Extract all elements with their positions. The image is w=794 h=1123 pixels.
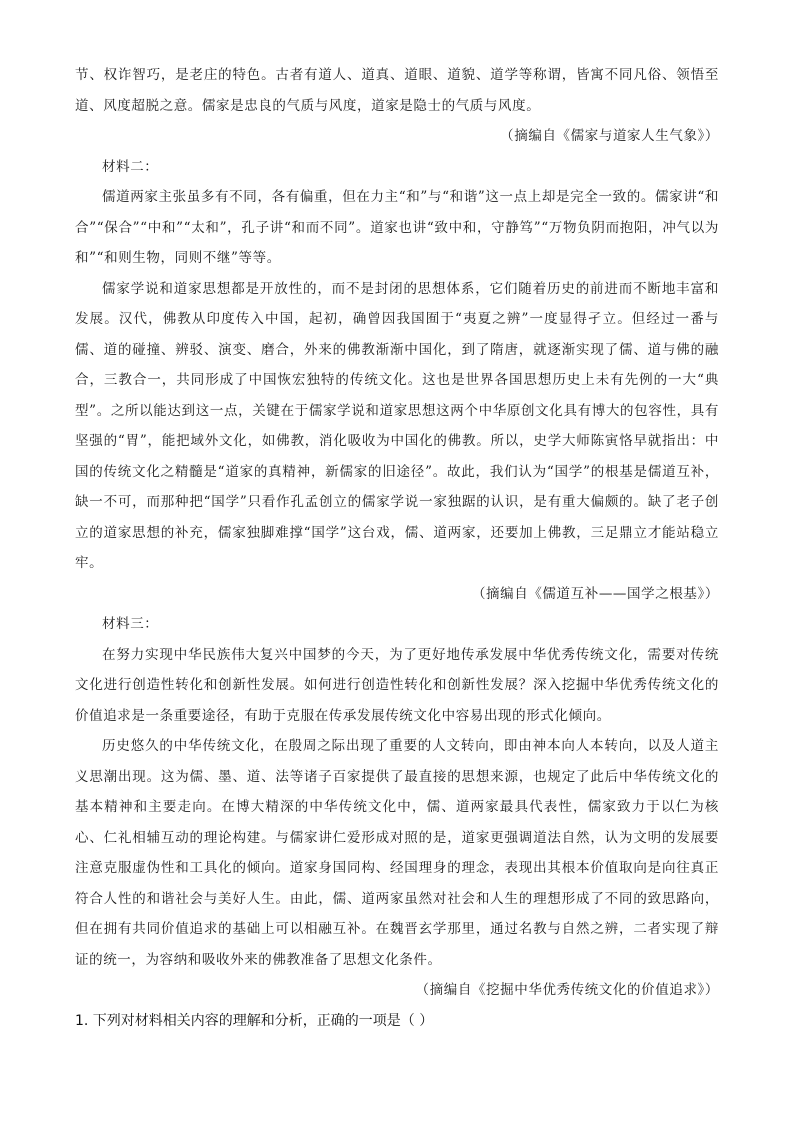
material3-paragraph-2: 历史悠久的中华传统文化，在殷周之际出现了重要的人文转向，即由神本向人本转向，以及人道主义思潮出现。这为儒、墨、道、法等诸子百家提供了最直接的思想来源，也规定了此后中华传统文化的基本精神和主要走向。在博大精深的中华传统文化中，儒、道两家最具代表性，儒家致力于以仁为核心、仁礼相辅互动的理论构建。与儒家讲仁爱形成对照的是，道家更强调道法自然，认为文明的发展要注意克服虚伪性和工具化的倾向。道家身国同构、经国理身的理念，表现出其根本价值取向是向往真正符合人性的和谐社会与美好人生。由此，儒、道两家虽然对社会和人生的理想形成了不同的致思路向，但在拥有共同价值追求的基础上可以相融互补。在魏晋玄学那里，通过名教与自然之辨，二者实现了辩证的统一，为容纳和吸收外来的佛教准备了思想文化条件。	[75, 738, 719, 968]
material1-source: （摘编自《儒家与道家人生气象》）	[500, 128, 719, 144]
material2-source: （摘编自《儒道互补——国学之根基》）	[471, 585, 719, 602]
material1-paragraph: 节、权诈智巧，是老庄的特色。古者有道人、道真、道眼、道貌、道学等称谓，皆寓不同凡俗、领悟至道、风度超脱之意。儒家是忠良的气质与风度，道家是隐士的气质与风度。	[75, 67, 719, 114]
material3-source: （摘编自《挖掘中华优秀传统文化的价值追求》）	[415, 982, 719, 998]
material2-paragraph-2: 儒家学说和道家思想都是开放性的，而不是封闭的思想体系，它们随着历史的前进而不断地丰富和发展。汉代，佛教从印度传入中国，起初，确曾因我国囿于“夷夏之辨”一度显得孑立。但经过一番与儒、道的碰撞、辨驳、演变、磨合，外来的佛教渐渐中国化，到了隋唐，就逐渐实现了儒、道与佛的融合，三教合一，共同形成了中国恢宏独特的传统文化。这也是世界各国思想历史上未有先例的一大“典型”。之所以能达到这一点，关键在于儒家学说和道家思想这两个中华原创文化具有博大的包容性，具有坚强的“胃”，能把域外文化，如佛教，消化吸收为中国化的佛教。所以，史学大师陈寅恪早就指出：中国的传统文化之精髓是“道家的真精神，新儒家的旧途径”。故此，我们认为“国学”的根基是儒道互补，缺一不可，而那种把“国学”只看作孔孟创立的儒家学说一家独踞的认识，是有重大偏颇的。缺了老子创立的道家思想的补充，儒家独脚难撑“国学”这台戏，儒、道两家，还要加上佛教，三足鼎立才能站稳立牢。	[75, 280, 719, 571]
material3-heading: 材料三：	[102, 616, 159, 632]
document-page	[75, 60, 719, 1036]
material2-paragraph-1: 儒道两家主张虽多有不同，各有偏重，但在力主“和”与“和谐”这一点上却是完全一致的。儒家讲“和合”“保合”“中和”“太和”，孔子讲“和而不同”。道家也讲“致中和，守静笃”“万物负阴而抱阳，冲气以为和”“和则生物，同则不继”等等。	[75, 189, 719, 266]
question-1: 1. 下列对材料相关内容的理解和分析，正确的一项是（ ）	[75, 1012, 434, 1029]
material3-paragraph-1: 在努力实现中华民族伟大复兴中国梦的今天，为了更好地传承发展中华优秀传统文化，需要对传统文化进行创造性转化和创新性发展。如何进行创造性转化和创新性发展？深入挖掘中华优秀传统文化的价值追求是一条重要途径，有助于克服在传承发展传统文化中容易出现的形式化倾向。	[75, 646, 719, 724]
material2-heading: 材料二：	[102, 158, 159, 175]
